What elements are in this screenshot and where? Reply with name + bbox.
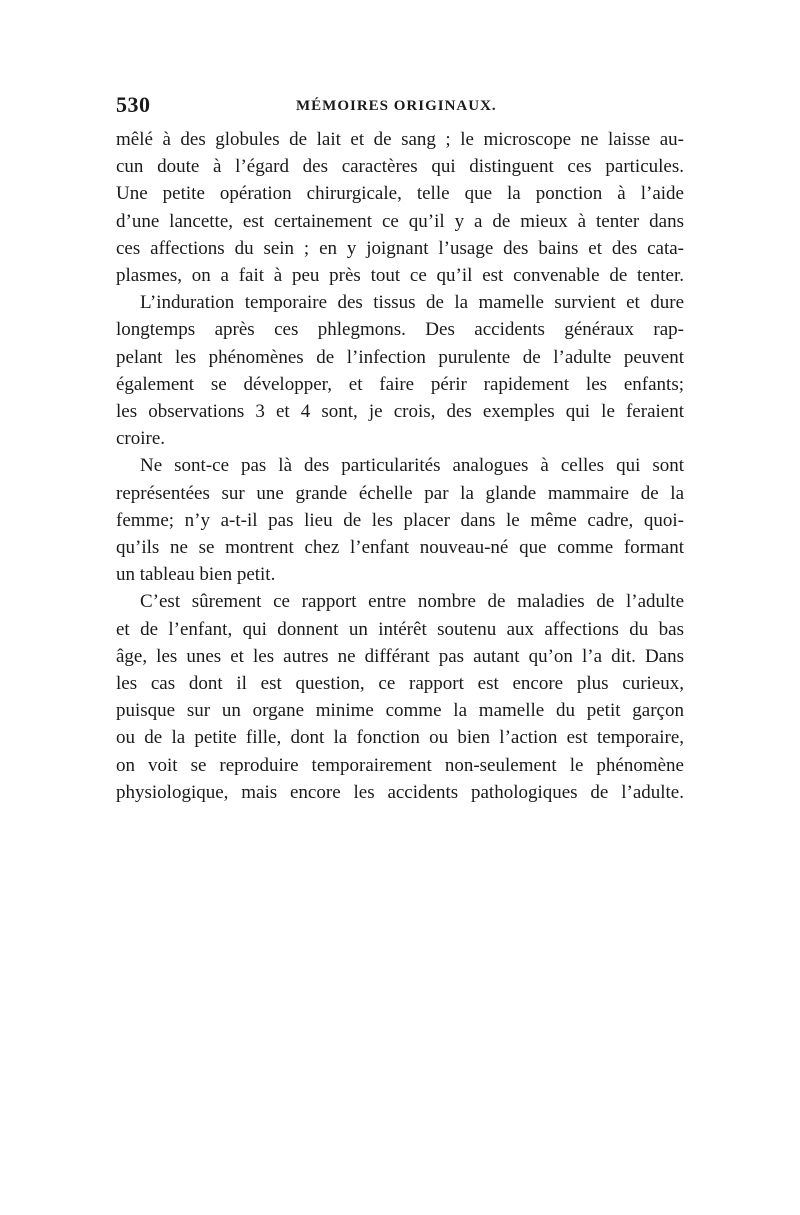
text-line: longtemps après ces phlegmons. Des accidents généraux rap- bbox=[116, 319, 684, 341]
text-line: un tableau bien petit. bbox=[116, 564, 276, 586]
text-line: qu’ils ne se montrent chez l’enfant nouveau-né que comme formant bbox=[116, 537, 684, 559]
paragraph-4 bbox=[116, 588, 684, 806]
text-line: physiologique, mais encore les accidents pathologiques de l’adulte. bbox=[116, 781, 684, 803]
text-line: Ne sont-ce pas là des particularités analogues à celles qui sont bbox=[140, 455, 684, 477]
text-line: ou de la petite fille, dont la fonction ou bien l’action est temporaire, bbox=[116, 727, 684, 749]
text-line: on voit se reproduire temporairement non-seulement le phénomène bbox=[116, 754, 684, 776]
text-line: mêlé à des globules de lait et de sang ; le microscope ne laisse au- bbox=[116, 129, 684, 150]
text-line: Une petite opération chirurgicale, telle que la ponction à l’aide bbox=[116, 183, 684, 205]
text-line: les cas dont il est question, ce rapport est encore plus curieux, bbox=[116, 673, 684, 695]
text-line: ces affections du sein ; en y joignant l’usage des bains et des cata- bbox=[116, 237, 684, 259]
running-head bbox=[116, 92, 684, 122]
book-page bbox=[116, 92, 684, 806]
text-line: puisque sur un organe minime comme la mamelle du petit garçon bbox=[116, 700, 684, 722]
text-line: pelant les phénomènes de l’infection purulente de l’adulte peuvent bbox=[116, 346, 684, 368]
text-line: femme; n’y a-t-il pas lieu de les placer dans le même cadre, quoi- bbox=[116, 509, 684, 531]
text-line: cun doute à l’égard des caractères qui distinguent ces particules. bbox=[116, 156, 684, 178]
text-line: et de l’enfant, qui donnent un intérêt soutenu aux affections du bas bbox=[116, 618, 684, 640]
text-line: également se développer, et faire périr rapidement les enfants; bbox=[116, 373, 684, 395]
running-title: MÉMOIRES ORIGINAUX. bbox=[296, 98, 497, 114]
body-text bbox=[116, 126, 684, 806]
page-number: 530 bbox=[116, 92, 151, 117]
text-line: L’induration temporaire des tissus de la mamelle survient et dure bbox=[140, 292, 684, 314]
text-line: C’est sûrement ce rapport entre nombre de maladies de l’adulte bbox=[140, 591, 684, 613]
text-line: d’une lancette, est certainement ce qu’il y a de mieux à tenter dans bbox=[116, 210, 684, 232]
text-line: croire. bbox=[116, 428, 166, 450]
paragraph-1 bbox=[116, 126, 684, 289]
paragraph-3 bbox=[116, 452, 684, 588]
text-line: âge, les unes et les autres ne différant pas autant qu’on l’a dit. Dans bbox=[116, 645, 684, 667]
text-line: les observations 3 et 4 sont, je crois, des exemples qui le feraient bbox=[116, 401, 684, 423]
text-line: plasmes, on a fait à peu près tout ce qu’il est convenable de tenter. bbox=[116, 265, 684, 287]
text-line: représentées sur une grande échelle par la glande mammaire de la bbox=[116, 482, 684, 504]
paragraph-2 bbox=[116, 289, 684, 452]
